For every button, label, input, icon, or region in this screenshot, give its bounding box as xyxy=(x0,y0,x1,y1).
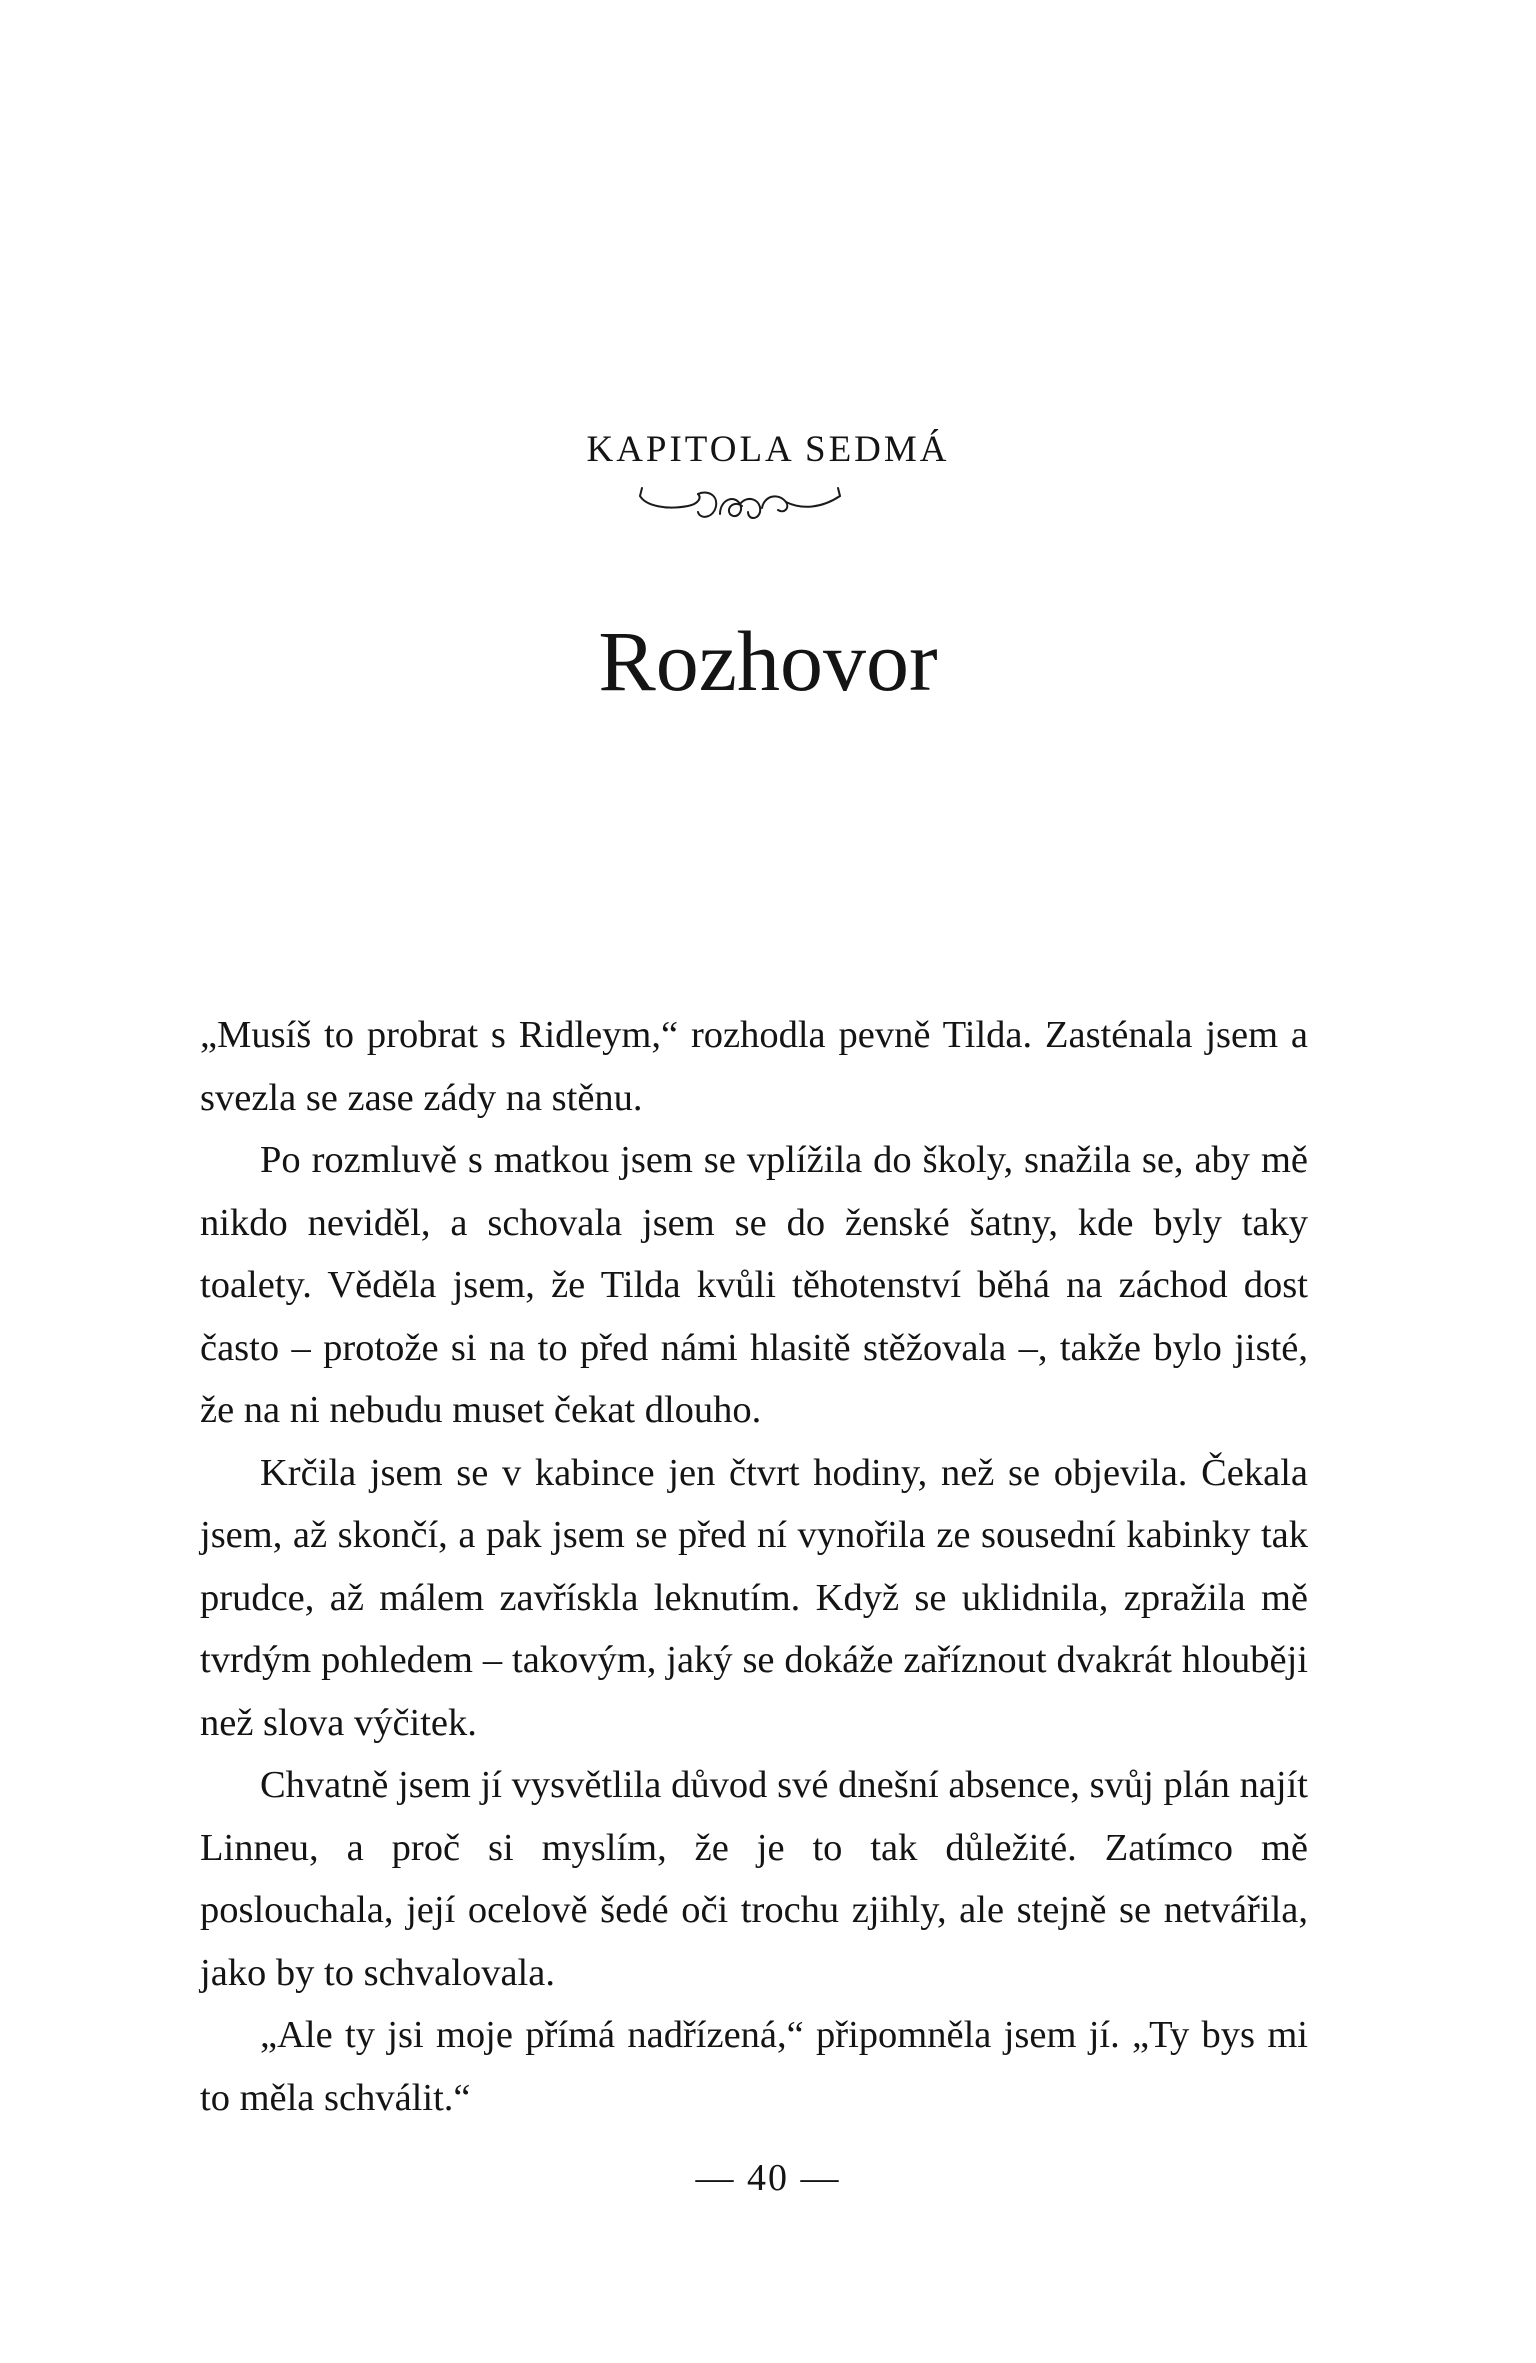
paragraph: Chvatně jsem jí vysvětlila důvod své dnešní absence, svůj plán najít Linneu, a proč si myslím, že je to tak důležité. Zatímco mě poslouchala, její ocelově šedé oči trochu zjihly, ale stejně se netvářila, jako by to schvalovala. xyxy=(200,1764,1308,1994)
chapter-title: Rozhovor xyxy=(598,613,938,709)
chapter-label: KAPITOLA SEDMÁ xyxy=(586,429,950,470)
paragraph: Po rozmluvě s matkou jsem se vplížila do školy, snažila se, aby mě nikdo neviděl, a schovala jsem se do ženské šatny, kde byly taky toalety. Věděla jsem, že Tilda kvůli těhotenství běhá na záchod dost často – protože si na to před námi hlasitě stěžovala –, takže bylo jisté, že na ni nebudu muset čekat dlouho. xyxy=(200,1139,1308,1431)
paragraph: Krčila jsem se v kabince jen čtvrt hodiny, než se objevila. Čekala jsem, až skončí, a pak jsem se před ní vynořila ze sousední kabinky tak prudce, až málem zavřískla leknutím. Když se uklidnila, zpražila mě tvrdým pohledem – takovým, jaký se dokáže zaříznout dvakrát hlouběji než slova výčitek. xyxy=(200,1451,1308,1744)
body-text xyxy=(200,1004,1308,2129)
paragraph: „Ale ty jsi moje přímá nadřízená,“ připomněla jsem jí. „Ty bys mi to měla schválit.“ xyxy=(200,2014,1308,2119)
page-number: — 40 — xyxy=(695,2157,841,2199)
paragraph: „Musíš to probrat s Ridleym,“ rozhodla pevně Tilda. Zasténala jsem a svezla se zase zády na stěnu. xyxy=(200,1014,1308,1119)
flourish-ornament-icon xyxy=(636,484,846,534)
